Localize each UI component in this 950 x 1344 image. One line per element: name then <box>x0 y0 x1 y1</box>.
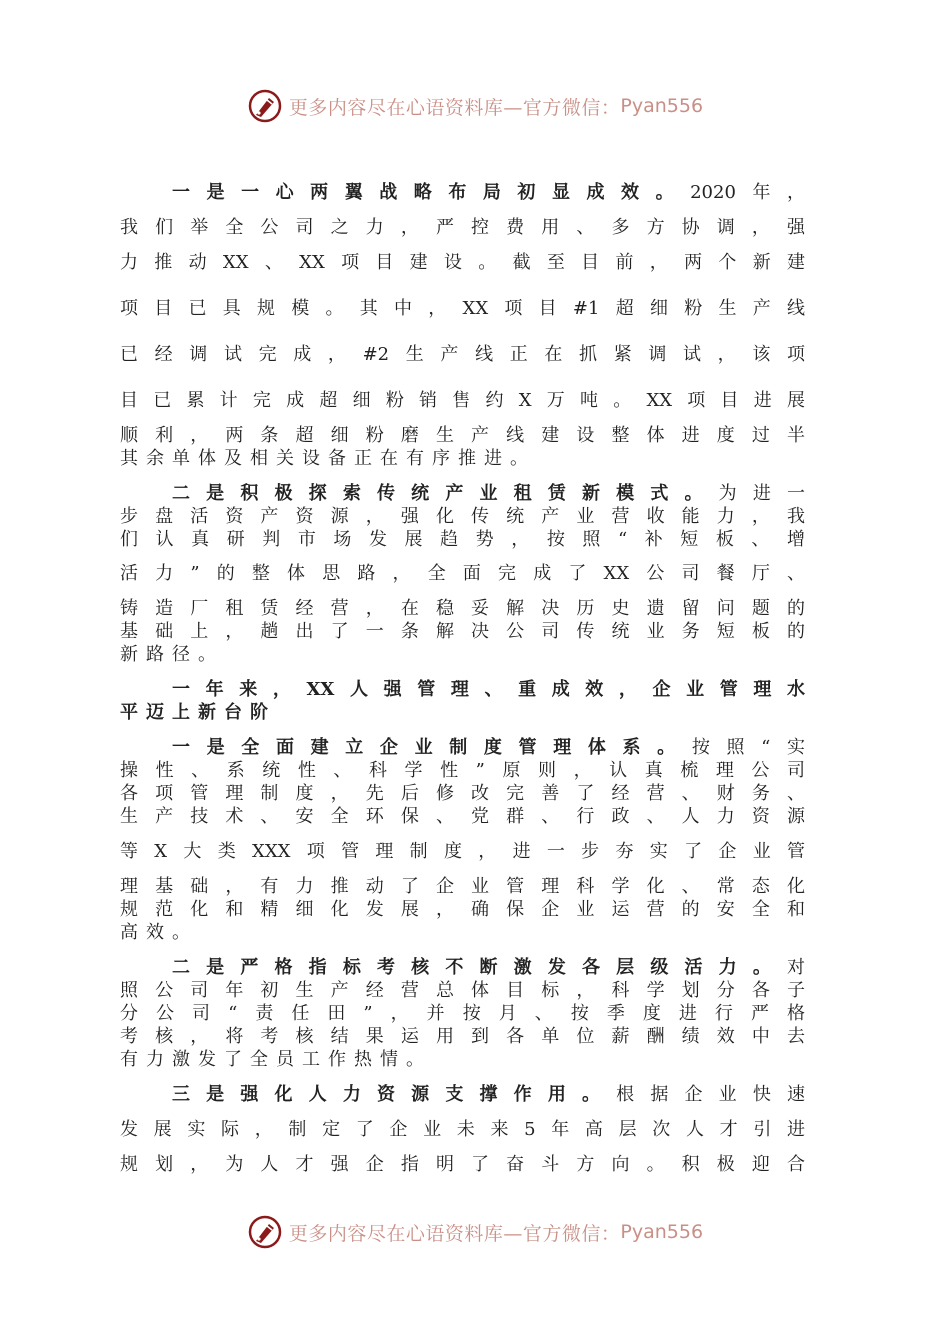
text-line <box>120 702 805 724</box>
text-line: 二是积极探索传统产业租赁新模式。为进一 <box>172 483 805 504</box>
text-line: 铸造厂租赁经营，在稳妥解决历史遗留问题的 <box>120 598 805 619</box>
text-line: 们认真研判市场发展趋势，按照“补短板、增 <box>120 529 805 550</box>
text-line: 有力激发了全员工作热情。 <box>120 1049 432 1070</box>
text-line <box>172 679 805 701</box>
text-line: 项目已具规模。其中，XX项目#1超细粉生产线 <box>120 298 805 319</box>
text-line: 照公司年初生产经营总体目标，科学划分各子 <box>120 980 805 1001</box>
text-line: 新路径。 <box>120 644 224 665</box>
banner-text: 更多内容尽在心语资料库—官方微信： <box>288 1222 621 1245</box>
text-line: 各项管理制度，先后修改完善了经营、财务、 <box>120 783 805 804</box>
text-line: 顺利，两条超细粉磨生产线建设整体进度过半 <box>120 425 805 446</box>
banner-wechat-id: Pyan556 <box>620 95 704 117</box>
text-line: 活力”的整体思路，全面完成了XX公司餐厅、 <box>120 563 805 584</box>
text-line: 一是一心两翼战略布局初显成效。2020年， <box>172 182 805 203</box>
text-line: 三是强化人力资源支撑作用。根据企业快速 <box>172 1084 805 1105</box>
text-line: 高效。 <box>120 922 198 943</box>
banner-wechat-id: Pyan556 <box>620 1221 704 1243</box>
text-line: 考核，将考核结果运用到各单位薪酬绩效中去 <box>120 1026 805 1047</box>
text-line: 分公司“责任田”，并按月、按季度进行严格 <box>120 1003 805 1024</box>
text-line: 生产技术、安全环保、党群、行政、人力资源 <box>120 806 805 827</box>
bold-lead-phrase: 平迈上新台阶 <box>120 702 276 723</box>
text-line: 操性、系统性、科学性”原则，认真梳理公司 <box>120 760 805 781</box>
text-line: 二是严格指标考核不断激发各层级活力。对 <box>172 957 805 978</box>
pen-nib-logo-icon <box>247 1214 283 1250</box>
header-watermark-banner <box>0 86 950 126</box>
bold-lead-phrase: 三是强化人力资源支撑作用。 <box>172 1084 617 1105</box>
bold-lead-phrase: 一年来，XX人强管理、重成效，企业管理水 <box>172 679 805 700</box>
text-line: 规范化和精细化发展，确保企业运营的安全和 <box>120 899 805 920</box>
text-line: 力推动XX、XX项目建设。截至目前，两个新建 <box>120 252 805 273</box>
text-line: 理基础，有力推动了企业管理科学化、常态化 <box>120 876 805 897</box>
bold-lead-phrase: 一是全面建立企业制度管理体系。 <box>172 737 692 758</box>
text-line: 其余单体及相关设备正在有序推进。 <box>120 448 536 469</box>
text-line: 规划，为人才强企指明了奋斗方向。积极迎合 <box>120 1154 805 1175</box>
text-line: 基础上，趟出了一条解决公司传统业务短板的 <box>120 621 805 642</box>
text-line: 我们举全公司之力，严控费用、多方协调，强 <box>120 217 805 238</box>
footer-watermark-banner <box>0 1212 950 1252</box>
text-line: 目已累计完成超细粉销售约X万吨。XX项目进展 <box>120 390 805 411</box>
text-line: 步盘活资产资源，强化传统产业营收能力，我 <box>120 506 805 527</box>
text-line: 已经调试完成，#2生产线正在抓紧调试，该项 <box>120 344 805 365</box>
text-line: 发展实际，制定了企业未来5年高层次人才引进 <box>120 1119 805 1140</box>
bold-lead-phrase: 二是积极探索传统产业租赁新模式。 <box>172 483 719 504</box>
bold-lead-phrase: 一是一心两翼战略布局初显成效。 <box>172 182 691 203</box>
pen-nib-logo-icon <box>247 88 283 124</box>
bold-lead-phrase: 二是严格指标考核不断激发各层级活力。 <box>172 957 787 978</box>
text-line: 等X大类XXX项管理制度，进一步夯实了企业管 <box>120 841 805 862</box>
banner-text: 更多内容尽在心语资料库—官方微信： <box>288 96 621 119</box>
text-line: 一是全面建立企业制度管理体系。按照“实 <box>172 737 805 758</box>
